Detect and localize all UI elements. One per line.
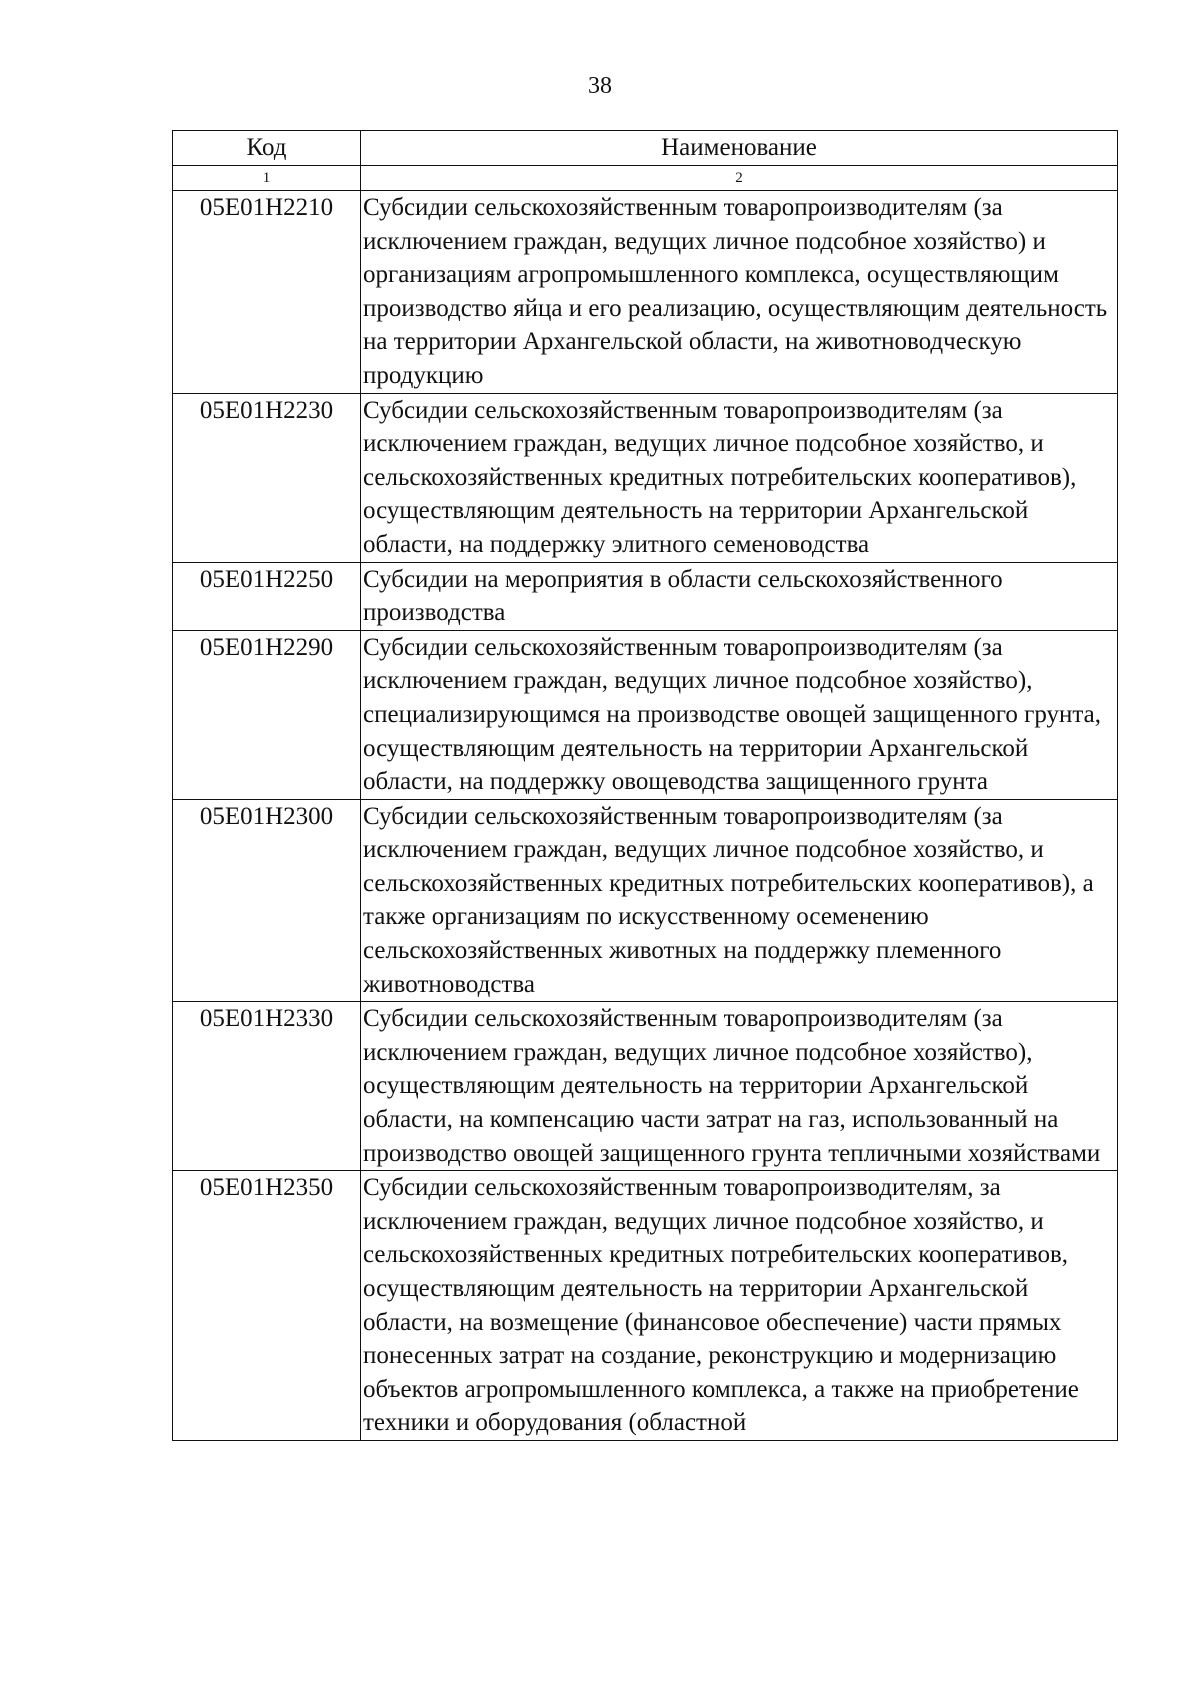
- row-code: 05Е01Н2330: [173, 1002, 361, 1171]
- column-number-row: [173, 166, 1118, 191]
- column-number-name: 2: [361, 166, 1118, 191]
- table-row: [173, 191, 1118, 394]
- table-row: [173, 799, 1118, 1002]
- table-row: [173, 393, 1118, 562]
- row-name: Субсидии на мероприятия в области сельскохозяйственного производства: [361, 562, 1118, 630]
- page-number: 38: [588, 73, 612, 99]
- table-row: [173, 1171, 1118, 1441]
- row-name: Субсидии сельскохозяйственным товаропроизводителям (за исключением граждан, ведущих личное подсобное хозяйство, и сельскохозяйственных кредитных потребительских кооперативов), а также организациям по искусственному осеменению сельскохозяйственных животных на поддержку племенного животноводства: [361, 799, 1118, 1002]
- table-row: [173, 630, 1118, 799]
- table-row: [173, 1002, 1118, 1171]
- row-name: Субсидии сельскохозяйственным товаропроизводителям (за исключением граждан, ведущих личное подсобное хозяйство), специализирующимся на производстве овощей защищенного грунта, осуществляющим деятельность на территории Архангельской области, на поддержку овощеводства защищенного грунта: [361, 630, 1118, 799]
- row-name: Субсидии сельскохозяйственным товаропроизводителям (за исключением граждан, ведущих личное подсобное хозяйство, и сельскохозяйственных кредитных потребительских кооперативов), осуществляющим деятельность на территории Архангельской области, на поддержку элитного семеноводства: [361, 393, 1118, 562]
- row-code: 05Е01Н2350: [173, 1171, 361, 1441]
- row-code: 05Е01Н2230: [173, 393, 361, 562]
- budget-classification-table: [172, 130, 1118, 1441]
- header-code: Код: [173, 131, 361, 166]
- header-name: Наименование: [361, 131, 1118, 166]
- row-name: Субсидии сельскохозяйственным товаропроизводителям (за исключением граждан, ведущих личное подсобное хозяйство), осуществляющим деятельность на территории Архангельской области, на компенсацию части затрат на газ, использованный на производство овощей защищенного грунта тепличными хозяйствами: [361, 1002, 1118, 1171]
- row-name: Субсидии сельскохозяйственным товаропроизводителям (за исключением граждан, ведущих личное подсобное хозяйство) и организациям агропромышленного комплекса, осуществляющим производство яйца и его реализацию, осуществляющим деятельность на территории Архангельской области, на животноводческую продукцию: [361, 191, 1118, 394]
- row-name: Субсидии сельскохозяйственным товаропроизводителям, за исключением граждан, ведущих личное подсобное хозяйство, и сельскохозяйственных кредитных потребительских кооперативов, осуществляющим деятельность на территории Архангельской области, на возмещение (финансовое обеспечение) части прямых понесенных затрат на создание, реконструкцию и модернизацию объектов агропромышленного комплекса, а также на приобретение техники и оборудования (областной: [361, 1171, 1118, 1441]
- row-code: 05Е01Н2300: [173, 799, 361, 1002]
- table-header-row: [173, 131, 1118, 166]
- row-code: 05Е01Н2210: [173, 191, 361, 394]
- row-code: 05Е01Н2290: [173, 630, 361, 799]
- table-row: [173, 562, 1118, 630]
- row-code: 05Е01Н2250: [173, 562, 361, 630]
- column-number-code: 1: [173, 166, 361, 191]
